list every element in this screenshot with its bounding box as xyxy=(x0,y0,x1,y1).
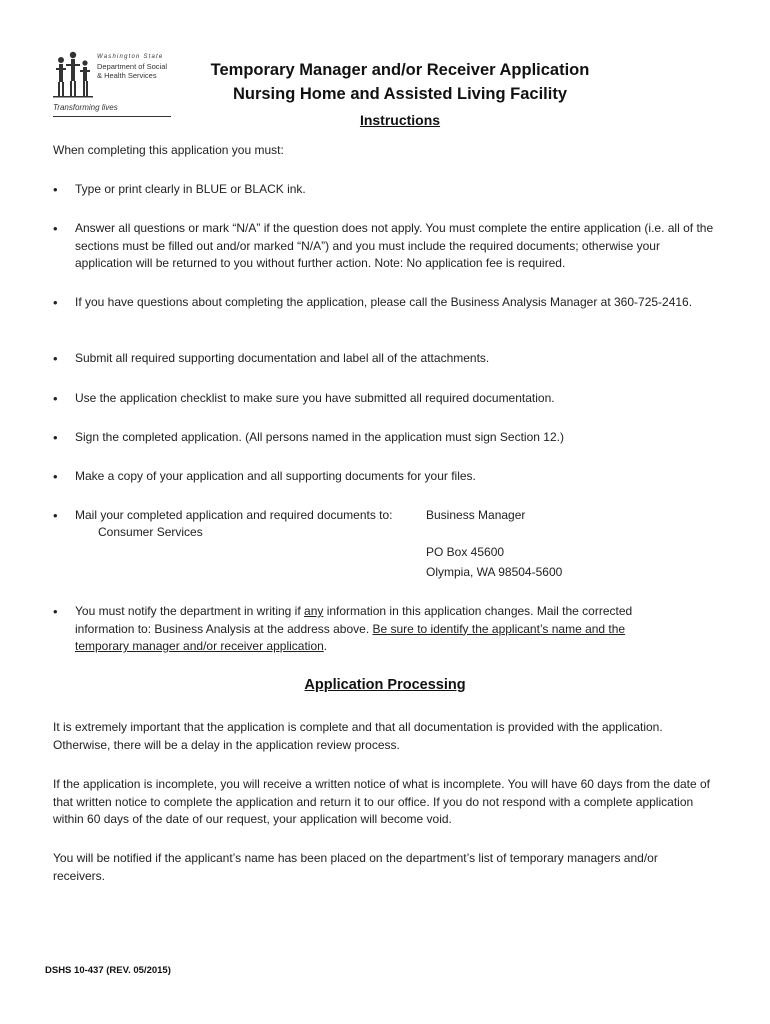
bullet-icon: • xyxy=(53,182,58,197)
bullet-icon: • xyxy=(53,469,58,484)
bullet-icon: • xyxy=(53,351,58,366)
mail-instruction: Mail your completed application and required documents to: xyxy=(75,508,393,522)
page-title-line1: Temporary Manager and/or Receiver Application xyxy=(210,61,590,79)
list-item-text: Use the application checklist to make sure you have submitted all required documentation. xyxy=(75,391,555,405)
instructions-intro: When completing this application you must: xyxy=(53,143,284,157)
list-item-text: Sign the completed application. (All persons named in the application must sign Section 12.) xyxy=(75,430,564,444)
address-line1: Business Manager xyxy=(426,508,526,522)
bullet-icon: • xyxy=(53,391,58,406)
any-emphasis: any xyxy=(304,604,324,618)
page-title-line2: Nursing Home and Assisted Living Facility xyxy=(232,85,568,103)
logo-divider xyxy=(53,116,171,117)
bullet-icon: • xyxy=(53,430,58,445)
processing-paragraph-1: It is extremely important that the application is complete and that all documentation is provided with the application. Otherwise, there will be a delay in the application review process. xyxy=(53,720,663,752)
bullet-icon: • xyxy=(53,604,58,619)
processing-paragraph-3: You will be notified if the applicant’s name has been placed on the department’s list of temporary managers and/or receivers. xyxy=(53,851,658,883)
notify-text: You must notify the department in writing if any information in this application changes. Mail the corrected information to: Business Analysis at the address above. Be sure to identify the applicant’s name and the temporary manager and/or receiver application. xyxy=(75,604,633,653)
logo-dept-line1: Department of Social xyxy=(97,62,168,71)
notify-underlined: Be sure to identify the applicant’s name and the temporary manager and/or receiver application xyxy=(75,621,626,653)
bullet-icon: • xyxy=(53,508,58,523)
address-line3: PO Box 45600 xyxy=(426,545,505,559)
form-number: DSHS 10-437 (REV. 05/2015) xyxy=(45,965,171,976)
list-item-text: Submit all required supporting documentation and label all of the attachments. xyxy=(75,351,490,365)
instructions-heading: Instructions xyxy=(359,112,441,128)
dshs-figures-icon xyxy=(53,50,95,100)
logo-dept-line2: & Health Services xyxy=(97,71,157,80)
list-item-text: Type or print clearly in BLUE or BLACK ink. xyxy=(75,182,306,196)
logo-tagline: Transforming lives xyxy=(53,103,118,112)
address-line2: Consumer Services xyxy=(98,525,203,539)
bullet-icon: • xyxy=(53,295,58,310)
processing-paragraph-2: If the application is incomplete, you will receive a written notice of what is incomplete. You will have 60 days from the date of that written notice to complete the application and return it to our office. If you do not respond with a complete application within 60 days of the date of our request, your application will become void. xyxy=(53,777,711,826)
list-item-text: Answer all questions or mark “N/A” if the question does not apply. You must complete the entire application (i.e. all of the sections must be filled out and/or marked “N/A”) and you must include the required documents; otherwise your application will be returned to you without further action. Note: No application fee is required. xyxy=(75,221,714,270)
address-line4: Olympia, WA 98504-5600 xyxy=(426,565,563,579)
logo-state: Washington State xyxy=(97,54,164,60)
list-item-text: If you have questions about completing the application, please call the Business Analysis Manager at 360-725-2416. xyxy=(75,295,693,309)
bullet-icon: • xyxy=(53,221,58,236)
list-item-text: Make a copy of your application and all supporting documents for your files. xyxy=(75,469,476,483)
dshs-logo xyxy=(53,50,171,120)
processing-heading: Application Processing xyxy=(304,677,466,693)
